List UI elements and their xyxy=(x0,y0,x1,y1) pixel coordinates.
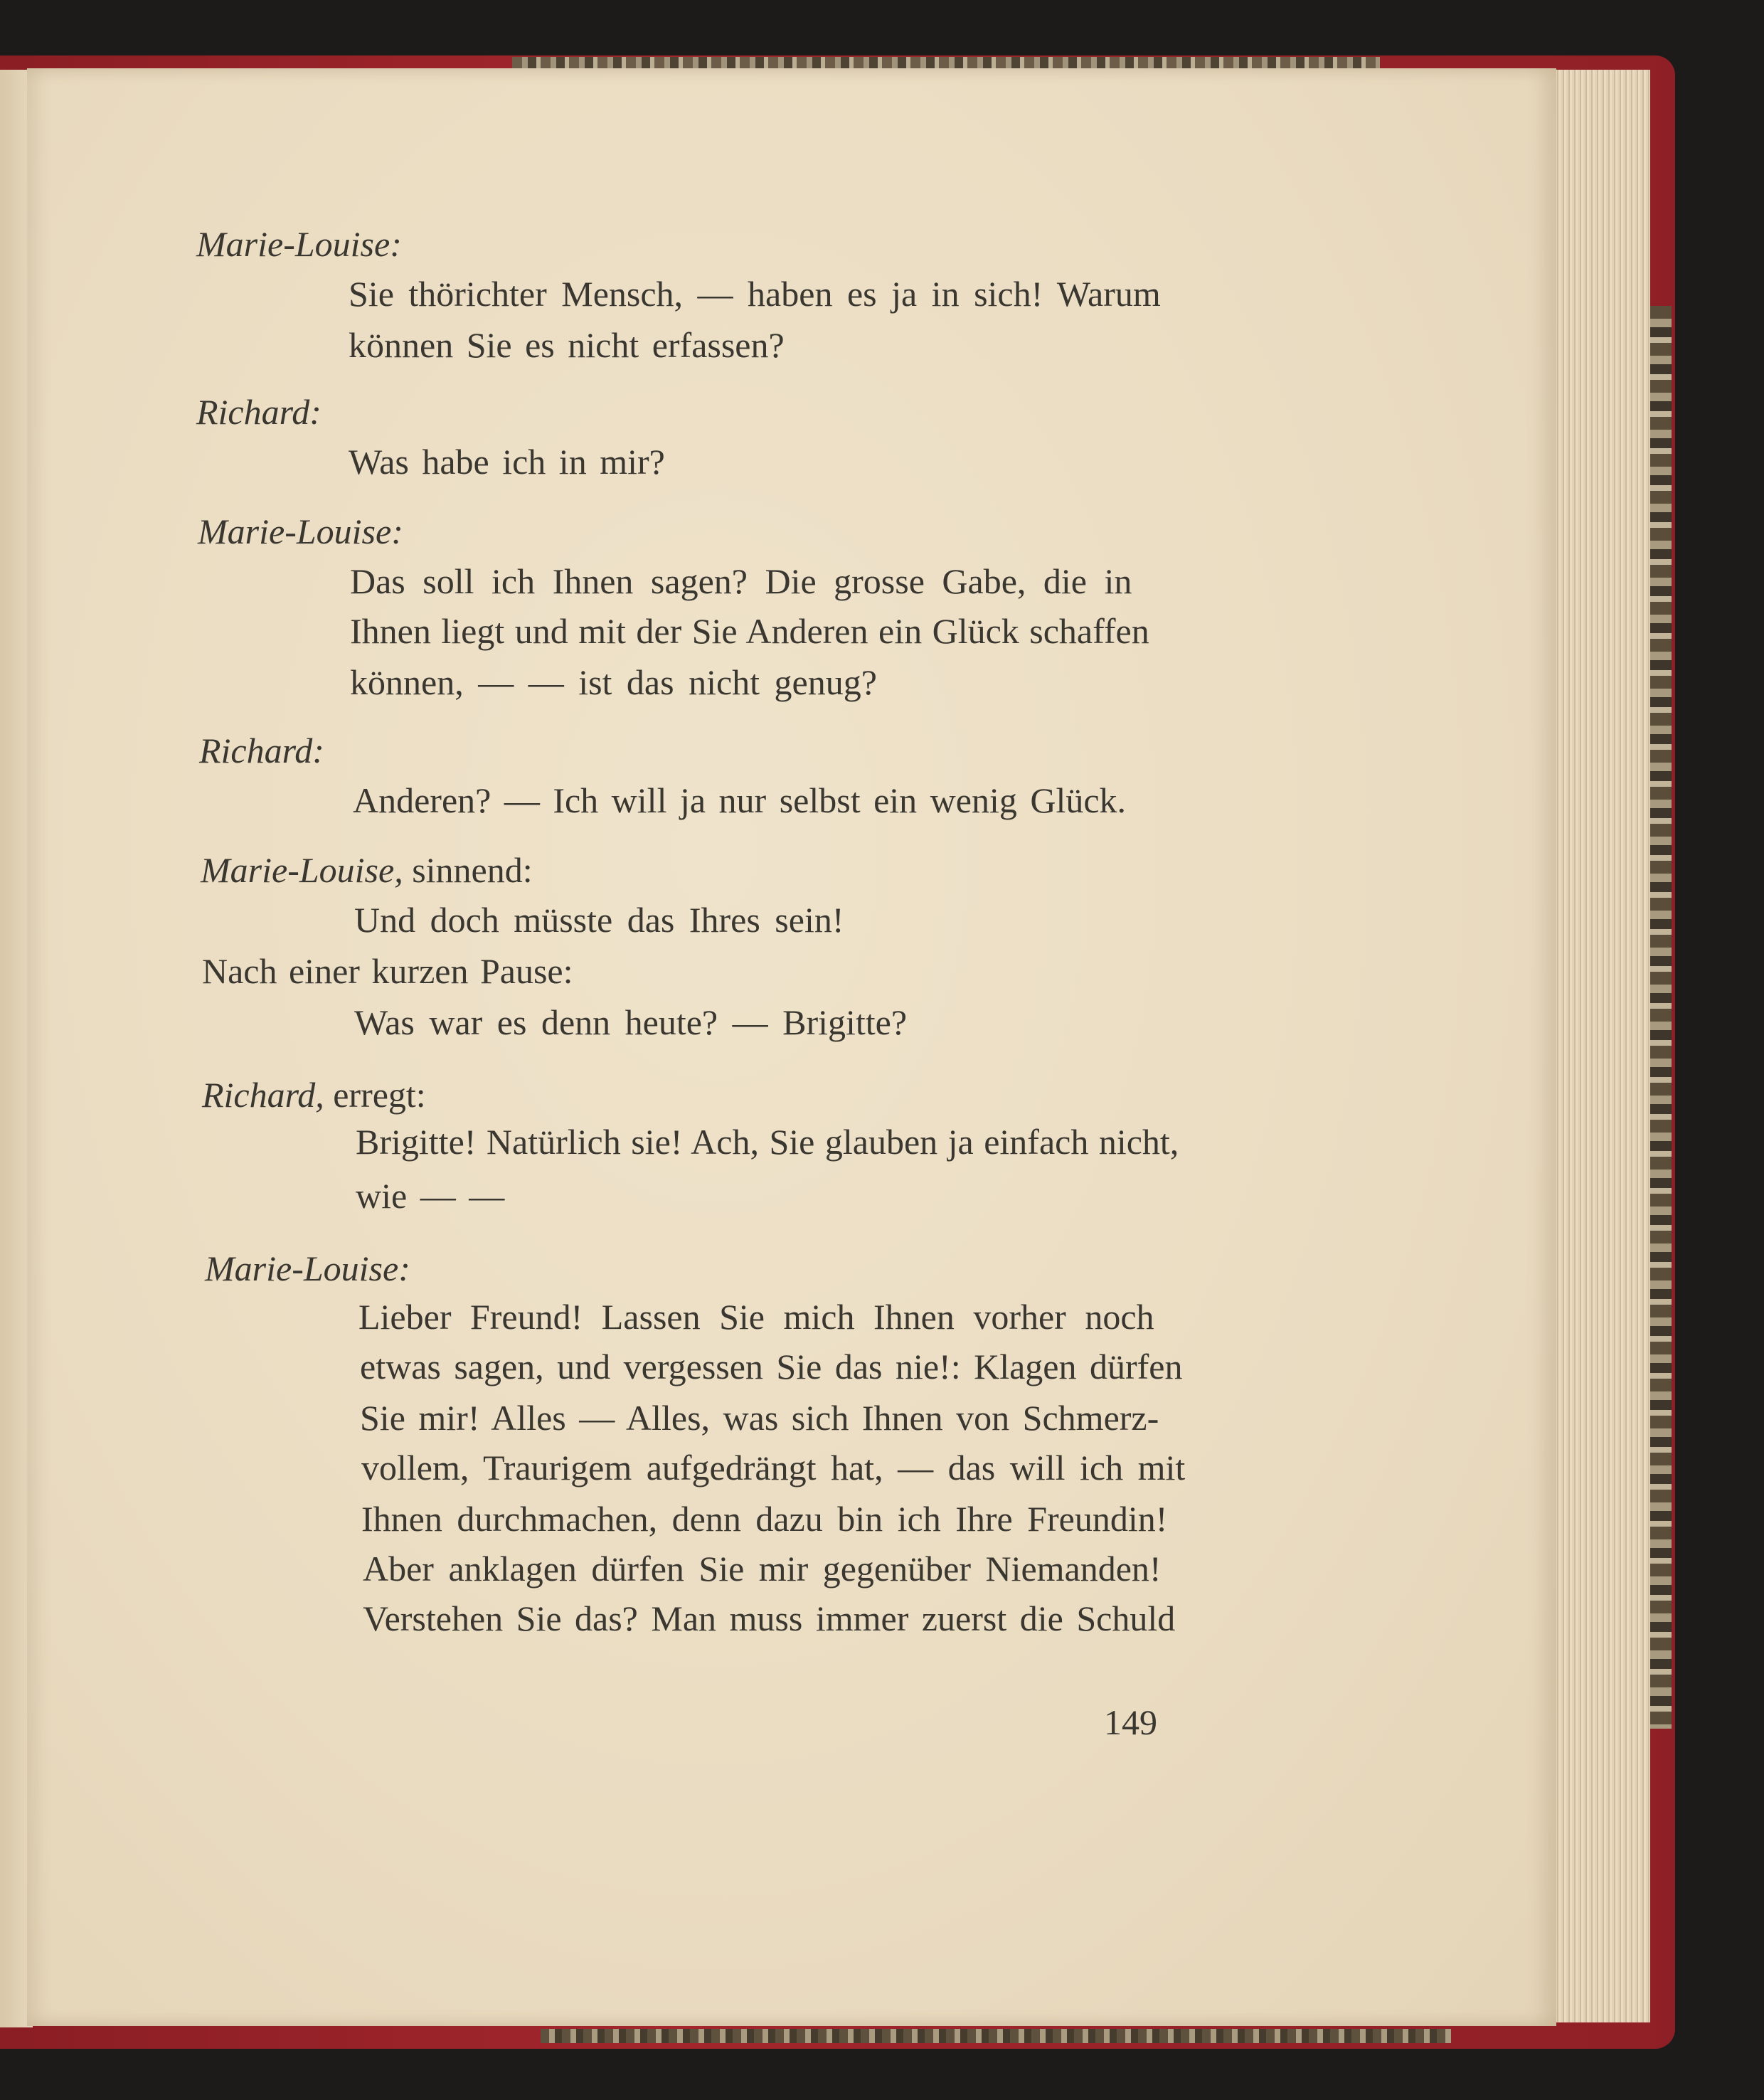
speech-line: Das soll ich Ihnen sagen? Die grosse Gabe, die in xyxy=(350,561,1132,601)
speech-line: können, — — ist das nicht genug? xyxy=(350,662,877,702)
speaker-label: Richard: xyxy=(199,731,324,770)
speech-line: Und doch müsste das Ihres sein! xyxy=(354,900,844,940)
stage-direction: sinnend: xyxy=(412,850,533,890)
page-number: 149 xyxy=(1104,1702,1157,1742)
speech-line: Sie thörichter Mensch, — haben es ja in sich! Warum xyxy=(349,274,1161,314)
stage-direction: erregt: xyxy=(333,1075,426,1115)
speech-line: Ihnen liegt und mit der Sie Anderen ein Glück schaffen xyxy=(350,611,1149,651)
speech-line: etwas sagen, und vergessen Sie das nie!: Klagen dürfen xyxy=(360,1347,1183,1386)
speech-line: Brigitte! Natürlich sie! Ach, Sie glauben ja einfach nicht, xyxy=(356,1122,1179,1162)
speech-line: vollem, Traurigem aufgedrängt hat, — das will ich mit xyxy=(361,1448,1186,1488)
speech-line: Anderen? — Ich will ja nur selbst ein wenig Glück. xyxy=(353,780,1127,820)
speech-line: Was habe ich in mir? xyxy=(349,442,665,482)
speaker-label: Richard, xyxy=(202,1075,324,1115)
speaker-line xyxy=(201,845,533,896)
speech-line: Verstehen Sie das? Man muss immer zuerst die Schuld xyxy=(363,1598,1176,1638)
page-block-edges xyxy=(1544,70,1650,2022)
speaker-label: Marie-Louise, xyxy=(201,850,403,890)
speech-line: Was war es denn heute? — Brigitte? xyxy=(354,1002,908,1042)
speaker-label: Marie-Louise: xyxy=(196,224,402,264)
speech-line: können Sie es nicht erfassen? xyxy=(349,325,785,365)
speaker-label: Marie-Louise: xyxy=(198,511,403,551)
speaker-label: Marie-Louise: xyxy=(205,1248,410,1288)
marbled-edge-bottom xyxy=(541,2029,1451,2043)
speech-line: Ihnen durchmachen, denn dazu bin ich Ihre Freundin! xyxy=(361,1499,1168,1539)
speaker-line xyxy=(202,1070,426,1120)
speech-line: Sie mir! Alles — Alles, was sich Ihnen von Schmerz- xyxy=(360,1398,1159,1438)
marbled-edge-right xyxy=(1649,306,1672,1729)
speech-line: Lieber Freund! Lassen Sie mich Ihnen vorher noch xyxy=(358,1297,1154,1337)
speech-line: Aber anklagen dürfen Sie mir gegenüber Niemanden! xyxy=(363,1549,1162,1589)
speech-line: wie — — xyxy=(356,1176,505,1216)
speaker-label: Richard: xyxy=(196,392,322,432)
stage-direction: Nach einer kurzen Pause: xyxy=(202,951,573,991)
